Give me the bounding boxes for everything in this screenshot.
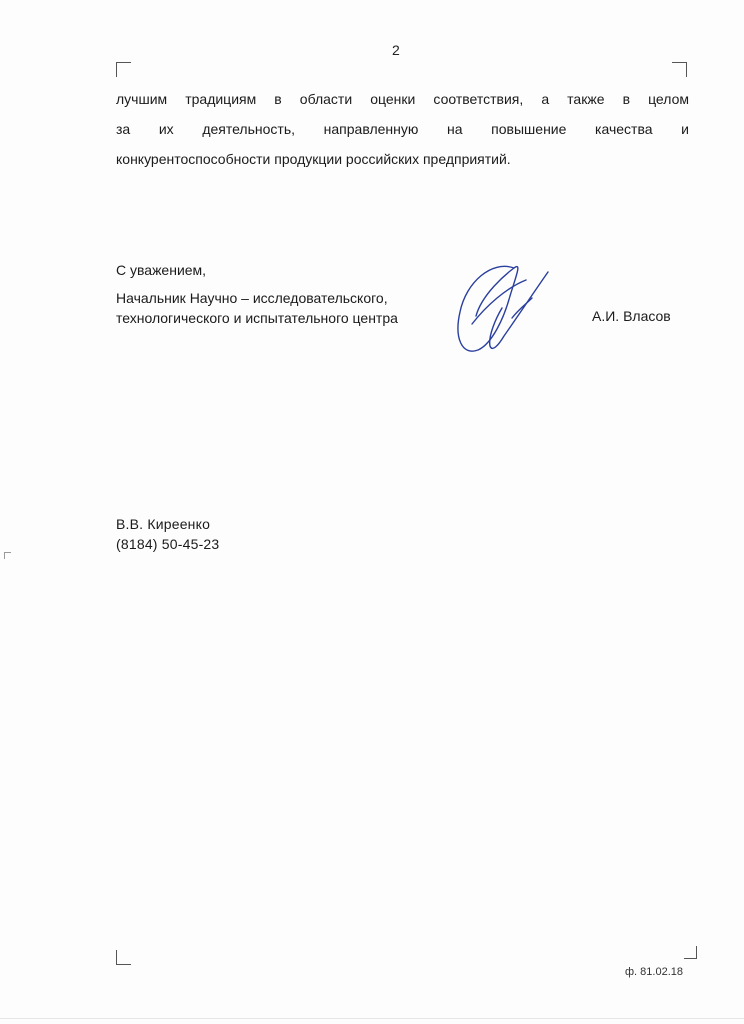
form-code: ф. 81.02.18 [625, 966, 683, 978]
page-number: 2 [392, 42, 400, 58]
corner-mark-bottom-right [684, 946, 697, 959]
signer-position [116, 288, 398, 328]
handwritten-signature [452, 254, 562, 366]
signer-position-line-2: технологического и испытательного центра [116, 310, 398, 326]
contact-block [116, 514, 219, 554]
scan-edge-mark [4, 552, 11, 559]
letter-body [116, 84, 689, 174]
corner-mark-top-left [116, 62, 131, 77]
body-line-1: лучшим традициям в области оценки соответствия, а также в целом [116, 91, 689, 107]
corner-mark-bottom-left [116, 950, 131, 965]
body-line-2: за их деятельность, направленную на повышение качества и [116, 121, 689, 137]
signer-name: А.И. Власов [592, 308, 671, 324]
signer-position-line-1: Начальник Научно – исследовательского, [116, 290, 388, 306]
body-line-3: конкурентоспособности продукции российских предприятий. [116, 151, 511, 167]
contact-name: В.В. Киреенко [116, 516, 211, 532]
contact-phone: (8184) 50-45-23 [116, 536, 220, 552]
closing-greeting: С уважением, [116, 262, 207, 278]
corner-mark-top-right [672, 62, 687, 77]
scan-bottom-edge [0, 1018, 744, 1019]
